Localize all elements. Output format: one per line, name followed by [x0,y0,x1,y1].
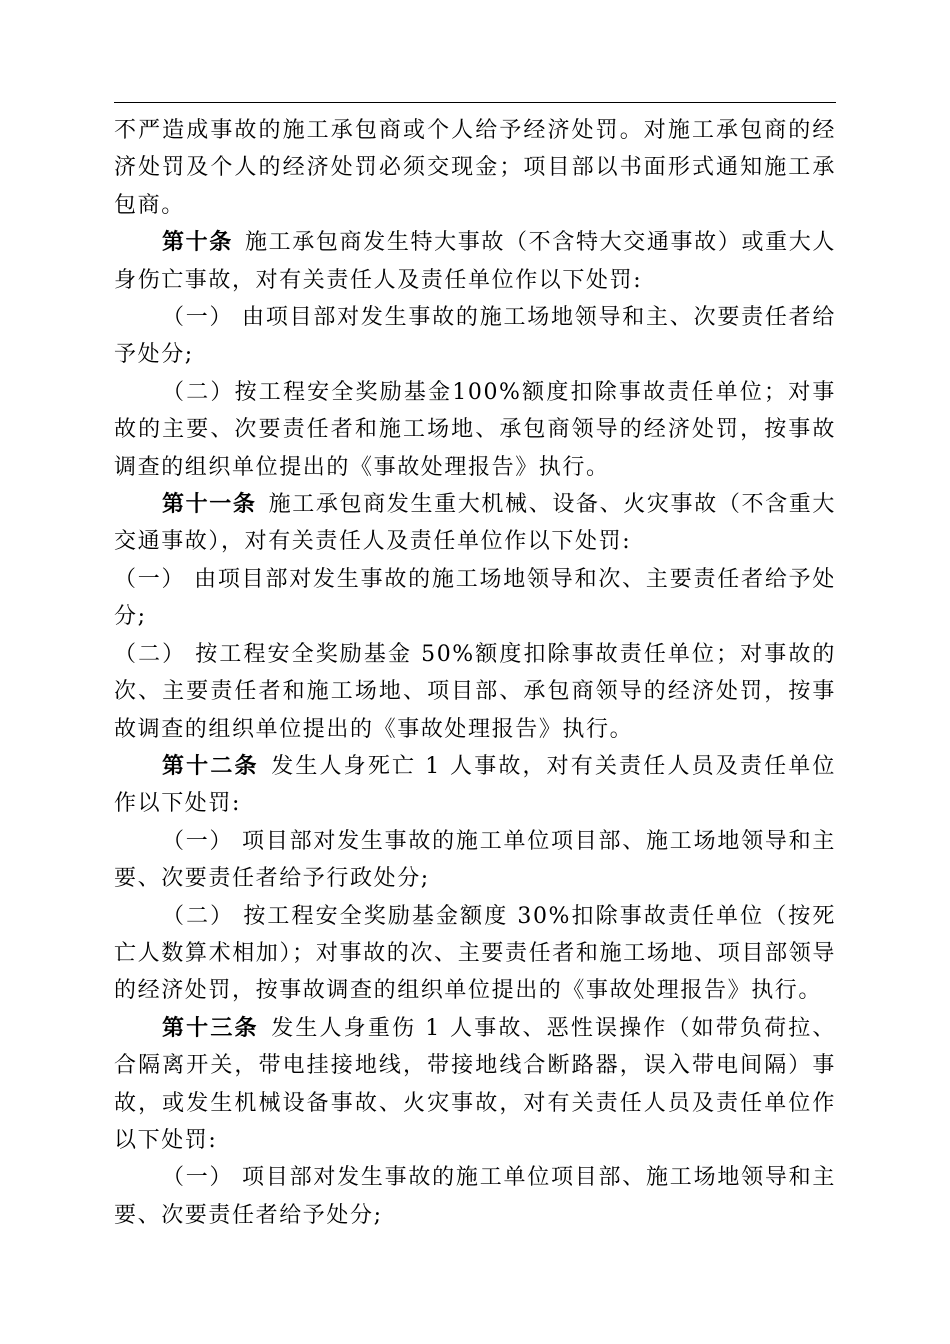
article-10-item-1: （一） 由项目部对发生事故的施工场地领导和主、次要责任者给予处分; [114,305,836,368]
article-11-item-2: （二） 按工程安全奖励基金 50%额度扣除事故责任单位；对事故的次、主要责任者和施工场地、项目部、承包商领导的经济处罚，按事故调查的组织单位提出的《事故处理报告》执行。 [114,641,836,742]
article-12-title: 第十二条 [162,752,259,779]
article-12-item-2: （二） 按工程安全奖励基金额度 30%扣除事故责任单位（按死亡人数算术相加）；对事故的次、主要责任者和施工场地、项目部领导的经济处罚，按事故调查的组织单位提出的《事故处理报告》执行。 [114,903,836,1004]
article-12-item-1: （一） 项目部对发生事故的施工单位项目部、施工场地领导和主要、次要责任者给予行政处分; [114,828,836,892]
article-12-text: 发生人身死亡 1 人事故，对有关责任人员及责任单位作以下处罚: [114,753,836,817]
article-10 [114,224,836,299]
document-body [114,112,836,1234]
article-11-text: 施工承包商发生重大机械、设备、火灾事故（不含重大交通事故），对有关责任人及责任单位作以下处罚: [114,492,836,555]
article-13-item-1: （一） 项目部对发生事故的施工单位项目部、施工场地领导和主要、次要责任者给予处分; [114,1165,836,1228]
paragraph-continuation: 不严造成事故的施工承包商或个人给予经济处罚。对施工承包商的经济处罚及个人的经济处罚必须交现金；项目部以书面形式通知施工承包商。 [114,118,836,218]
article-13-title: 第十三条 [162,1014,259,1041]
header-rule [114,102,836,103]
article-11-title: 第十一条 [162,491,257,518]
article-11 [114,486,836,561]
article-12 [114,748,836,823]
article-10-text: 施工承包商发生特大事故（不含特大交通事故）或重大人身伤亡事故，对有关责任人及责任单位作以下处罚: [114,230,836,293]
article-10-title: 第十条 [162,229,233,256]
article-11-item-1: （一） 由项目部对发生事故的施工场地领导和次、主要责任者给予处分; [114,566,836,630]
article-13-text: 发生人身重伤 1 人事故、恶性误操作（如带负荷拉、合隔离开关，带电挂接地线，带接地线合断路器，误入带电间隔）事故，或发生机械设备事故、火灾事故，对有关责任人员及责任单位作以下处罚: [114,1015,836,1153]
article-13 [114,1010,836,1160]
article-10-item-2: （二）按工程安全奖励基金100%额度扣除事故责任单位；对事故的主要、次要责任者和施工场地、承包商领导的经济处罚，按事故调查的组织单位提出的《事故处理报告》执行。 [114,379,836,480]
